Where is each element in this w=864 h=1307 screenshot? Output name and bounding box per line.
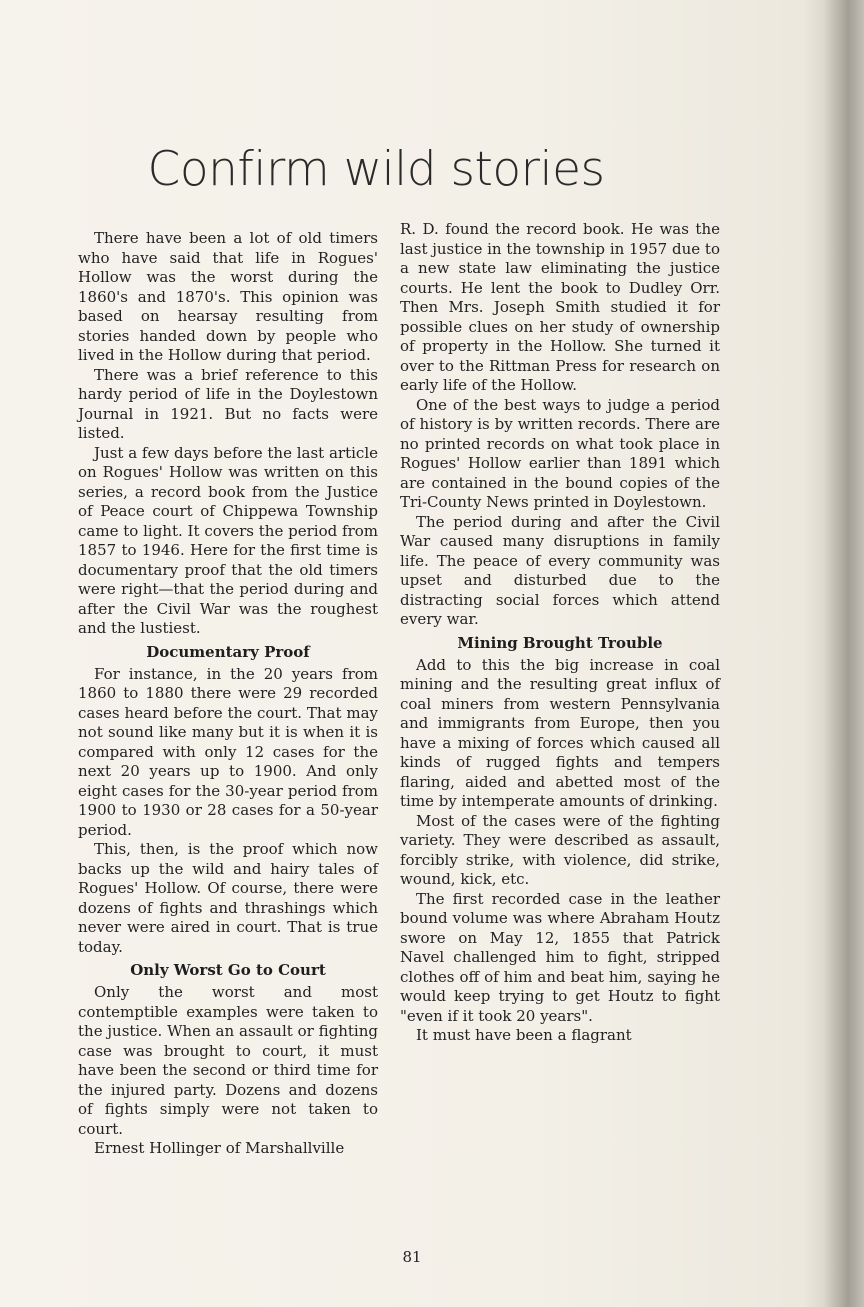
left-column	[78, 229, 378, 1159]
left-paragraph-5: This, then, is the proof which now backs up the wild and hairy tales of Rogues' Hollow. Of course, there were dozens of fights and thrashings which never were aired in court. That is true today.	[78, 840, 378, 956]
right-paragraph-6: The first recorded case in the leather bound volume was where Abraham Houtz swore on May 12, 1855 that Patrick Navel challenged him to fight, stripped clothes off of him and beat him, saying he would keep trying to get Houtz to fight "even if it took 20 years".	[400, 889, 720, 1025]
right-paragraph-5: Most of the cases were of the fighting variety. They were described as assault, forcibly strike, with violence, did strike, wound, kick, etc.	[400, 811, 720, 888]
right-paragraph-3: The period during and after the Civil War caused many disruptions in family life. The peace of every community was upset and disturbed due to the distracting social forces which attend every war.	[400, 512, 720, 628]
left-paragraph-2: There was a brief reference to this hardy period of life in the Doylestown Journal in 1921. But no facts were listed.	[78, 365, 378, 442]
page-number: 81	[402, 1248, 422, 1266]
right-paragraph-1: R. D. found the record book. He was the last justice in the township in 1957 due to a new state law eliminating the justice courts. He lent the book to Dudley Orr. Then Mrs. Joseph Smith studied it for possible clues on her study of ownership of property in the Hollow. She turned it over to the Rittman Press for research on early life of the Hollow.	[400, 220, 720, 394]
left-paragraph-7: Ernest Hollinger of Marshallville	[94, 1139, 345, 1157]
article-title: Confirm wild stories	[147, 142, 605, 197]
left-paragraph-4: For instance, in the 20 years from 1860 to 1880 there were 29 recorded cases heard before the court. That may not sound like many but it is when it is compared with only 12 cases for the next 20 years up to 1900. And only eight cases for the 30-year period from 1900 to 1930 or 28 cases for a 50-year period.	[78, 664, 378, 839]
page-edge-shadow	[824, 0, 864, 1307]
left-paragraph-3: Just a few days before the last article on Rogues' Hollow was written on this series, a record book from the Justice of Peace court of Chippewa Township came to light. It covers the period from 1857 to 1946. Here for the first time is documentary proof that the old timers were right—that the period during and after the Civil War was the roughest and the lustiest.	[78, 443, 378, 637]
right-paragraph-4: Add to this the big increase in coal mining and the resulting great influx of coal miners from western Pennsylvania and immigrants from Europe, then you have a mixing of forces which caused all kinds of rugged fights and tempers flaring, aided and abetted most of the time by intemperate amounts of drinking.	[400, 655, 720, 810]
right-paragraph-7: It must have been a flagrant	[416, 1026, 632, 1044]
subheading-mining-trouble: Mining Brought Trouble	[457, 633, 663, 652]
right-column	[400, 220, 720, 1046]
right-paragraph-2: One of the best ways to judge a period of history is by written records. There are no printed records on what took place in Rogues' Hollow earlier than 1891 which are contained in the bound copies of the Tri-County News printed in Doylestown.	[400, 395, 720, 511]
subheading-only-worst: Only Worst Go to Court	[130, 961, 326, 979]
left-paragraph-6: Only the worst and most contemptible examples were taken to the justice. When an assault or fighting case was brought to court, it must have been the second or third time for the injured party. Dozens and dozens of fights simply were not taken to court.	[78, 983, 378, 1138]
subheading-documentary-proof: Documentary Proof	[146, 642, 310, 661]
left-paragraph-1: There have been a lot of old timers who have said that life in Rogues' Hollow was the worst during the 1860's and 1870's. This opinion was based on hearsay resulting from stories handed down by people who lived in the Hollow during that period.	[78, 229, 378, 364]
